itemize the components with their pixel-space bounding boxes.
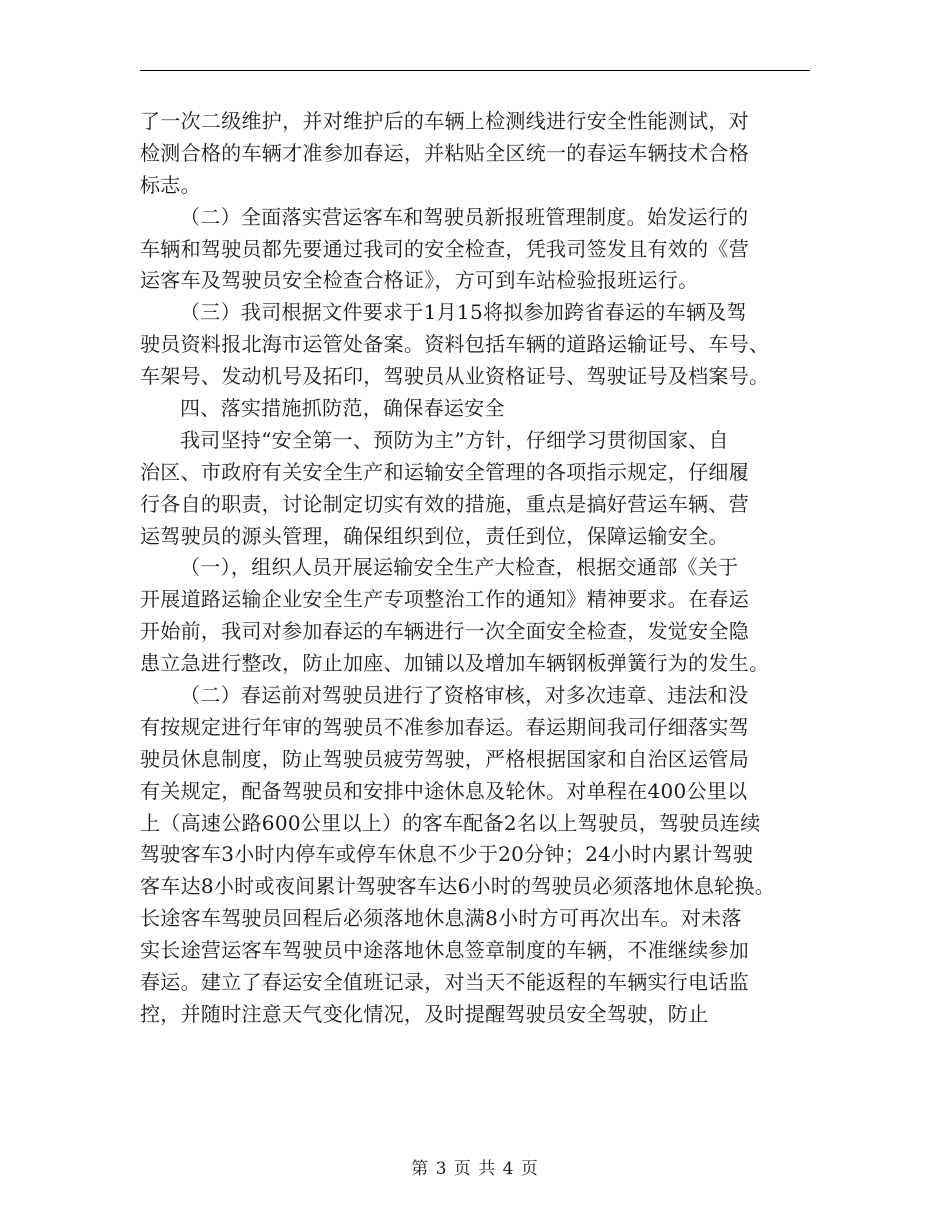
- text-line: 开展道路运输企业安全生产专项整治工作的通知》精神要求。在春运: [140, 587, 749, 612]
- document-body: [140, 106, 830, 1031]
- text-line: 车辆和驾驶员都先要通过我司的安全检查，凭我司签发且有效的《营: [140, 236, 749, 261]
- text-line: 驶员资料报北海市运管处备案。资料包括车辆的道路运输证号、车号、: [140, 332, 770, 357]
- text-line: 驾驶客车3小时内停车或停车休息不少于20分钟；24小时内累计驾驶: [140, 842, 754, 867]
- text-line: 行各自的职责，讨论制定切实有效的措施，重点是搞好营运车辆、营: [140, 491, 749, 516]
- text-line: 我司坚持“安全第一、预防为主”方针，仔细学习贯彻国家、自: [180, 427, 729, 452]
- text-line: （一），组织人员开展运输安全生产大检查，根据交通部《关于: [180, 555, 739, 580]
- text-line: 有关规定，配备驾驶员和安排中途休息及轮休。对单程在400公里以: [140, 778, 748, 803]
- text-line: 上（高速公路600公里以上）的客车配备2名以上驾驶员，驾驶员连续: [140, 810, 761, 835]
- text-line: 春运。建立了春运安全值班记录，对当天不能返程的车辆实行电话监: [140, 970, 749, 995]
- text-line: 运客车及驾驶员安全检查合格证》，方可到车站检验报班运行。: [140, 268, 699, 293]
- text-line: 标志。: [140, 172, 201, 197]
- text-line: 客车达8小时或夜间累计驾驶客车达6小时的驾驶员必须落地休息轮换。: [140, 874, 776, 899]
- text-line: 治区、市政府有关安全生产和运输安全管理的各项指示规定，仔细履: [140, 459, 749, 484]
- text-line: 有按规定进行年审的驾驶员不准参加春运。春运期间我司仔细落实驾: [140, 714, 749, 739]
- text-line: 运驾驶员的源头管理，确保组织到位，责任到位，保障运输安全。: [140, 523, 729, 548]
- text-line: 驶员休息制度，防止驾驶员疲劳驾驶，严格根据国家和自治区运管局: [140, 746, 749, 771]
- text-line: 了一次二级维护，并对维护后的车辆上检测线进行安全性能测试，对: [140, 109, 749, 133]
- text-line: 实长途营运客车驾驶员中途落地休息签章制度的车辆，不准继续参加: [140, 938, 749, 963]
- text-line: 车架号、发动机号及拓印，驾驶员从业资格证号、驾驶证号及档案号。: [140, 364, 770, 389]
- text-line: 患立急进行整改，防止加座、加铺以及增加车辆钢板弹簧行为的发生。: [140, 651, 770, 676]
- text-line: （二）春运前对驾驶员进行了资格审核，对多次违章、违法和没: [180, 683, 749, 708]
- text-line: （二）全面落实营运客车和驾驶员新报班管理制度。始发运行的: [180, 204, 749, 229]
- text-line: 控，并随时注意天气变化情况，及时提醒驾驶员安全驾驶，防止: [140, 1001, 709, 1026]
- text-line: （三）我司根据文件要求于1月15将拟参加跨省春运的车辆及驾: [180, 300, 747, 325]
- page-footer: 第 3 页 共 4 页: [411, 1159, 539, 1179]
- section-heading: 四、落实措施抓防范，确保春运安全: [180, 396, 505, 421]
- text-line: 检测合格的车辆才准参加春运，并粘贴全区统一的春运车辆技术合格: [140, 140, 749, 165]
- header-rule: [140, 70, 810, 71]
- text-line: 长途客车驾驶员回程后必须落地休息满8小时方可再次出车。对未落: [140, 906, 742, 931]
- text-line: 开始前，我司对参加春运的车辆进行一次全面安全检查，发觉安全隐: [140, 619, 749, 644]
